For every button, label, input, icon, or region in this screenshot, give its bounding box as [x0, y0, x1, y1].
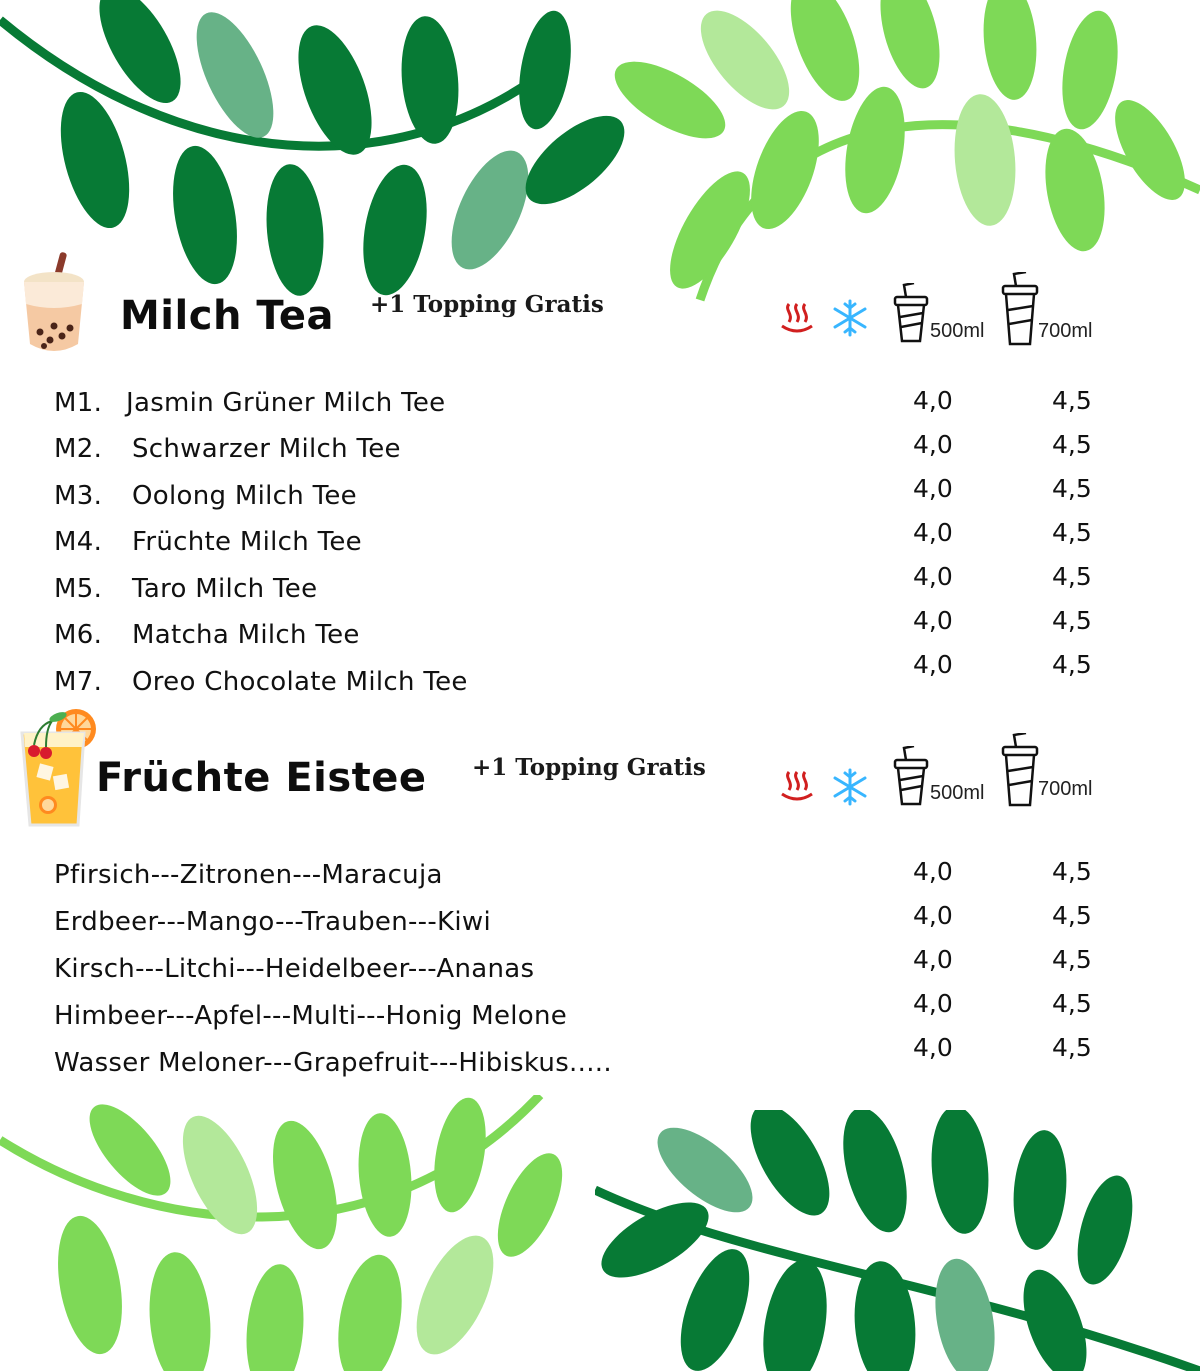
item-name: Schwarzer Milch Tee [132, 434, 401, 464]
menu-item [54, 662, 468, 702]
small-cup-icon [892, 283, 930, 345]
price-700ml: 4,5 [1052, 945, 1092, 974]
section-title-milk-tea: Milch Tea [120, 293, 334, 339]
large-cup-icon [1000, 272, 1040, 348]
price-700ml: 4,5 [1052, 1033, 1092, 1062]
leaf-vine-top-left [0, 0, 640, 300]
menu-item [54, 996, 567, 1036]
menu-item [54, 902, 491, 942]
leaf-vine-bottom-right [595, 1110, 1200, 1371]
item-name: Matcha Milch Tee [132, 620, 360, 650]
item-code: M5. [54, 574, 103, 604]
price-700ml: 4,5 [1052, 650, 1092, 679]
price-500ml: 4,0 [913, 857, 953, 886]
menu-item [54, 383, 445, 423]
item-code: M7. [54, 667, 103, 697]
price-500ml: 4,0 [913, 474, 953, 503]
size-500ml-label: 500ml [930, 782, 985, 804]
section-title-fruit-tea: Früchte Eistee [96, 755, 427, 801]
size-700ml-label: 700ml [1038, 320, 1093, 342]
price-700ml: 4,5 [1052, 474, 1092, 503]
item-code: M6. [54, 620, 103, 650]
menu-item [54, 949, 534, 989]
menu-item [54, 429, 401, 469]
item-name: Pfirsich---Zitronen---Maracuja [54, 860, 443, 890]
price-500ml: 4,0 [913, 1033, 953, 1062]
item-code: M1. [54, 388, 103, 418]
hot-steam-icon [780, 768, 814, 804]
leaf-vine-bottom-left [0, 1095, 600, 1371]
price-700ml: 4,5 [1052, 518, 1092, 547]
menu-item [54, 476, 357, 516]
price-700ml: 4,5 [1052, 989, 1092, 1018]
item-name: Oolong Milch Tee [132, 481, 357, 511]
hot-steam-icon [780, 300, 814, 336]
price-700ml: 4,5 [1052, 857, 1092, 886]
price-500ml: 4,0 [913, 430, 953, 459]
menu-item [54, 569, 317, 609]
snowflake-icon [830, 298, 870, 338]
item-code: M4. [54, 527, 103, 557]
price-500ml: 4,0 [913, 901, 953, 930]
item-name: Erdbeer---Mango---Trauben---Kiwi [54, 907, 491, 937]
item-code: M2. [54, 434, 103, 464]
price-700ml: 4,5 [1052, 606, 1092, 635]
topping-note: +1 Topping Gratis [370, 291, 604, 318]
item-name: Kirsch---Litchi---Heidelbeer---Ananas [54, 954, 535, 984]
menu-item [54, 855, 443, 895]
topping-note: +1 Topping Gratis [472, 754, 706, 781]
item-name: Wasser Meloner---Grapefruit---Hibiskus..... [54, 1048, 612, 1078]
price-700ml: 4,5 [1052, 562, 1092, 591]
snowflake-icon [830, 767, 870, 807]
item-name: Jasmin Grüner Milch Tee [126, 388, 446, 418]
price-700ml: 4,5 [1052, 901, 1092, 930]
leaf-vine-top-right [610, 0, 1200, 310]
menu-item [54, 522, 362, 562]
item-code: M3. [54, 481, 103, 511]
price-500ml: 4,0 [913, 606, 953, 635]
size-700ml-label: 700ml [1038, 778, 1093, 800]
size-500ml-label: 500ml [930, 320, 985, 342]
price-500ml: 4,0 [913, 650, 953, 679]
price-700ml: 4,5 [1052, 430, 1092, 459]
item-name: Taro Milch Tee [132, 574, 318, 604]
small-cup-icon [892, 746, 930, 808]
menu-item [54, 1043, 612, 1083]
price-500ml: 4,0 [913, 386, 953, 415]
menu-item [54, 615, 360, 655]
price-500ml: 4,0 [913, 945, 953, 974]
fruit-iced-tea-icon [18, 705, 102, 830]
price-500ml: 4,0 [913, 989, 953, 1018]
bubble-tea-icon [20, 252, 88, 360]
price-700ml: 4,5 [1052, 386, 1092, 415]
price-500ml: 4,0 [913, 518, 953, 547]
price-500ml: 4,0 [913, 562, 953, 591]
item-name: Früchte Milch Tee [132, 527, 362, 557]
large-cup-icon [1000, 733, 1040, 809]
item-name: Himbeer---Apfel---Multi---Honig Melone [54, 1001, 568, 1031]
item-name: Oreo Chocolate Milch Tee [132, 667, 468, 697]
